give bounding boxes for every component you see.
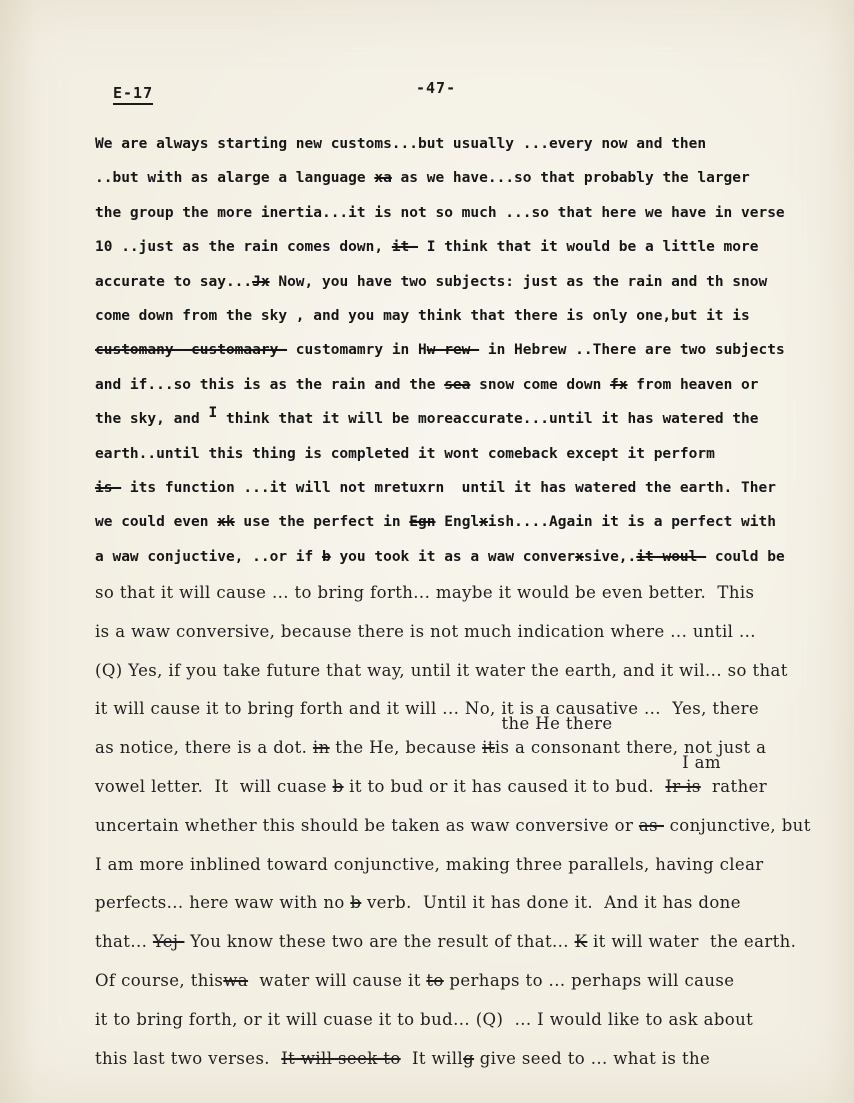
typed-line [95,230,854,264]
text-run: a waw conjuctive, ..or if [95,548,322,565]
struck-out-text: to [426,971,444,991]
text-run: the sky, and [95,411,209,428]
text-run: it will cause it to bring forth and it will ... No, it is a causative ... Yes, there [95,699,760,719]
struck-out-text: x [479,514,488,531]
text-run: accurate to say... [95,273,253,290]
typed-line [95,196,854,230]
document-id-label: E-17 [113,84,153,105]
text-run: customamry in H [287,342,427,359]
struck-out-text: g [463,1048,475,1068]
text-run: Now, you have two subjects: just as the rain and th snow [269,273,768,290]
text-run: is a waw conversive, because there is not much indication where ... until ... [95,621,756,641]
struck-out-text: b [350,893,362,913]
typed-line [95,923,854,962]
text-run: ish....Again it is a perfect with [487,514,776,531]
typed-line [95,768,854,807]
text-run: 10 ..just as the rain comes down, [95,239,392,256]
struck-out-text: wa [223,971,249,991]
typed-line [95,437,854,471]
struck-out-text: customany- customaary- [95,342,288,359]
text-run: earth..until this thing is completed it wont comeback except it perform [95,445,715,462]
text-run: vowel letter. It will cuase [95,777,333,797]
text-run: from heaven or [627,376,759,393]
typed-line [95,161,854,195]
text-run: as we have...so that probably the larger [391,170,750,187]
text-run: sive,. [583,548,637,565]
typed-line [95,127,854,161]
text-run: so that it will cause ... to bring forth... maybe it would be even better. This [95,583,755,603]
typed-line [95,1001,854,1040]
text-run: (Q) Yes, if you take future that way, until it water the earth, and it wil... so that [95,660,788,680]
text-run: as notice, there is a dot. [95,738,313,758]
page-number: -47- [416,79,457,97]
text-run: Of course, this [95,971,224,991]
struck-out-text: K [574,932,588,952]
typed-line [95,505,854,539]
superscript-text: I [208,405,218,422]
text-run: I am more inblined toward conjunctive, making three parallels, having clear [95,854,764,874]
text-run: it will water the earth. [587,932,797,952]
text-run: water will cause it [248,971,427,991]
struck-out-text: x [575,548,584,565]
struck-out-text: Ir is [665,777,701,797]
text-run: is a consonant there, not just a [494,738,767,758]
text-run: uncertain whether this should be taken as waw conversive or [95,815,639,835]
text-run: its function ...it will not mretuxrn until it has watered the earth. Ther [121,479,776,496]
typed-line [95,613,854,652]
struck-out-text: xa [374,170,392,187]
text-run: Engl [435,514,480,531]
typed-line [95,884,854,923]
struck-out-text: It will seek to [281,1048,401,1068]
struck-out-text: it [482,738,495,758]
struck-out-text: as- [638,815,664,835]
text-run: use the perfect in [234,514,410,531]
text-run: and if...so this is as the rain and the [95,376,445,393]
text-run: conjunctive, but [663,815,811,835]
typed-line [95,402,854,436]
text-run: come down from the sky , and you may think that there is only one,but it is [95,307,750,324]
text-run: snow come down [470,376,611,393]
text-run: that... [95,932,153,952]
text-run: the He there [95,714,613,734]
text-run: give seed to ... what is the [474,1048,711,1068]
text-run: we could even [95,514,218,531]
struck-out-text: fx [610,376,628,393]
text-run: I think that it would be a little more [418,239,759,256]
text-run: It will [400,1048,464,1068]
text-run: rather [700,777,768,797]
text-run: We are always starting new customs...but usually ...every now and then [95,136,707,152]
struck-out-text: Egn [409,514,436,531]
struck-out-text: Jx [252,273,270,290]
text-run: could be [706,548,785,565]
text-run: ..but with as alarge a language [95,170,375,187]
struck-out-text: xk [217,514,235,531]
struck-out-text: w-rew- [426,342,480,359]
struck-out-text: b [321,548,331,565]
text-run: think that it will be moreaccurate...until it has watered the [217,411,759,428]
typed-line [95,846,854,885]
text-run: it to bring forth, or it will cuase it to bud... (Q) ... I would like to ask about [95,1009,754,1029]
text-run: this last two verses. [95,1048,282,1068]
struck-out-text: it- [391,239,419,256]
struck-out-text: in [312,738,330,758]
typed-line [95,807,854,846]
struck-out-text: Yej- [152,932,185,952]
text-run: the group the more inertia...it is not so much ...so that here we have in verse [95,204,785,221]
struck-out-text: sea [444,376,471,393]
text-run: you took it as a waw conver [330,548,576,565]
typed-line [95,299,854,333]
typed-line [95,540,854,574]
struck-out-text: it woul- [636,548,707,565]
typed-line [95,652,854,691]
text-run: verb. Until it has done it. And it has done [361,893,741,913]
typed-line [95,962,854,1001]
typed-line [95,471,854,505]
typed-line [95,265,854,299]
typed-line [95,333,854,367]
struck-out-text: is- [95,479,122,496]
text-run: I am [95,753,721,773]
struck-out-text: b [332,777,344,797]
text-run: You know these two are the result of that... [184,932,575,952]
text-run: the He, because [329,738,483,758]
typed-line [95,574,854,613]
text-run: perhaps to ... perhaps will cause [443,971,735,991]
text-run: in Hebrew ..There are two subjects [479,342,785,359]
typed-line [95,1040,854,1079]
text-run: perfects... here waw with no [95,893,351,913]
text-run: it to bud or it has caused it to bud. [343,777,666,797]
